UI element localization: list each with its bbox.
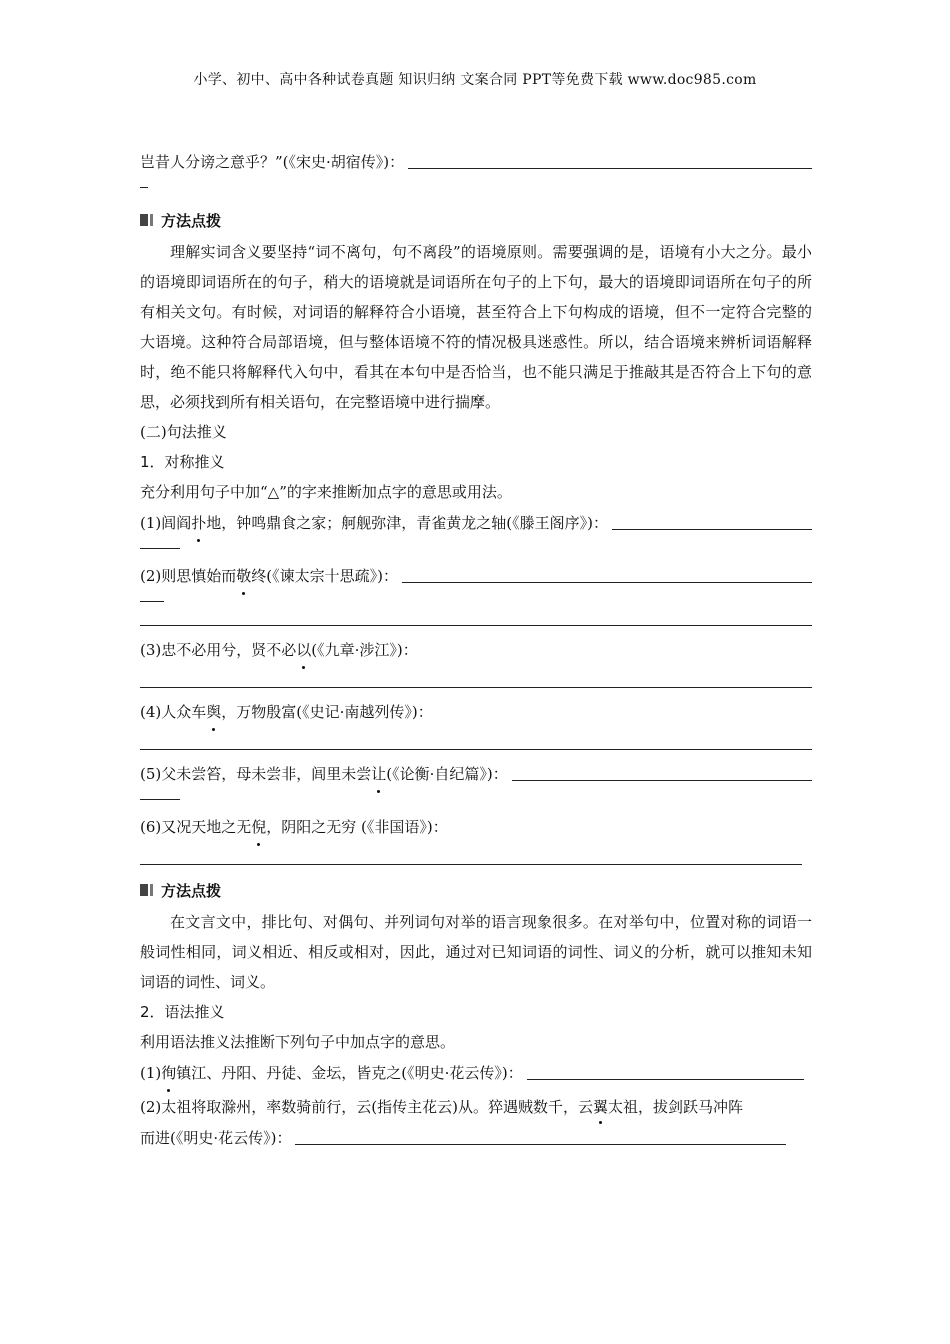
tip-bar-icon: [140, 884, 155, 896]
dotted-char: 让: [371, 758, 386, 791]
question-text: 终(《谏太宗十思疏》)：: [251, 567, 398, 585]
answer-blank-tail: [140, 791, 812, 811]
answer-blank[interactable]: [527, 1079, 804, 1080]
question-text: (5)父未尝笞，母未尝非，闾里未尝: [140, 765, 372, 783]
section-heading: (二)句法推义: [140, 423, 227, 441]
question-text: (6)又况天地之无: [140, 818, 252, 836]
question-text: ，万物殷富(《史记·南越列传》)：: [221, 703, 433, 721]
answer-blank-tail: [140, 540, 812, 560]
answer-line[interactable]: [140, 864, 802, 865]
question-text: (2)太祖将取滁州，率数骑前行，云(指传主花云)从。猝遇贼数千，云: [140, 1098, 593, 1116]
method-tip-paragraph: 在文言文中，排比句、对偶句、并列词句对举的语言现象很多。在对举句中，位置对称的词语一般词性相同，词义相近、相反或相对，因此，通过对已知词语的词性、词义的分析，就可以推知未知词语的词性、词义。: [140, 913, 812, 991]
question-item-continued: [140, 1122, 786, 1155]
worksheet-content: [140, 146, 812, 1155]
tip-bar-icon: [140, 214, 155, 226]
method-tip-paragraph: 理解实词含义要坚持“词不离句，句不离段”的语境原则。需要强调的是，语境有小大之分。最小的语境即词语所在的句子，稍大的语境就是词语所在句子的上下句，最大的语境即词语所在句子的所有相关文句。有时候，对词语的解释符合小语境，甚至符合上下句构成的语境，但不一定符合完整的大语境。这种符合局部语境，但与整体语境不符的情况极具迷惑性。所以，结合语境来辨析词语解释时，绝不能只将解释代入句中，看其在本句中是否恰当，也不能只满足于推敲其是否符合上下句的意思，必须找到所有相关语句，在完整语境中进行揣摩。: [140, 243, 812, 411]
subsection-heading: 2．语法推义: [140, 1003, 225, 1021]
question-text: (4)人众车: [140, 703, 207, 721]
question-item: [140, 634, 812, 667]
question-text: (1)闾阎: [140, 514, 192, 532]
method-tip-heading: [140, 205, 812, 235]
dotted-char: 扑: [191, 507, 206, 540]
instruction-text: 利用语法推义法推断下列句子中加点字的意思。: [140, 1033, 456, 1051]
dotted-char: 敬: [236, 560, 251, 593]
dotted-char: 以: [296, 634, 311, 667]
question-text: (2)则思慎始而: [140, 567, 237, 585]
answer-line[interactable]: [140, 687, 812, 688]
dotted-char: 翼: [593, 1092, 608, 1122]
tip-title: 方法点拨: [161, 211, 222, 230]
answer-blank[interactable]: [295, 1144, 786, 1145]
answer-line[interactable]: [140, 625, 812, 626]
question-item: [140, 811, 812, 844]
page-header: 小学、初中、高中各种试卷真题 知识归纳 文案合同 PPT等免费下载 www.doc985.com: [193, 72, 757, 88]
dotted-char: 舆: [206, 696, 221, 729]
question-text: 地，钟鸣鼎食之家；舸舰弥津，青雀黄龙之轴(《滕王阁序》)：: [206, 514, 608, 532]
question-text: 岂昔人分谤之意乎？”(《宋史·胡宿传》)：: [140, 153, 405, 171]
question-text: 太祖，拔剑跃马冲阵: [607, 1098, 743, 1116]
answer-blank[interactable]: [512, 780, 812, 781]
question-text: (《论衡·自纪篇》)：: [386, 765, 508, 783]
answer-blank[interactable]: [612, 529, 812, 530]
answer-blank-tail: [140, 593, 812, 613]
question-text: ，阴阳之无穷 (《非国语》)：: [266, 818, 448, 836]
question-item: [140, 758, 812, 791]
tip-title: 方法点拨: [161, 881, 222, 900]
subsection-heading: 1．对称推义: [140, 453, 225, 471]
method-tip-heading: [140, 875, 812, 905]
question-item: [140, 560, 812, 593]
question-item: [140, 1057, 804, 1090]
dotted-char: 倪: [251, 811, 266, 844]
question-text: (《九章·涉江》)：: [311, 641, 418, 659]
dotted-char: 徇: [161, 1057, 176, 1090]
answer-blank[interactable]: [402, 582, 812, 583]
question-text: 镇江、丹阳、丹徒、金坛，皆克之(《明史·花云传》)：: [176, 1064, 523, 1082]
answer-blank-tail: [140, 179, 812, 199]
question-item: [140, 1092, 812, 1122]
instruction-text: 充分利用句子中加“△”的字来推断加点字的意思或用法。: [140, 483, 512, 501]
question-item: [140, 696, 812, 729]
question-top: [140, 146, 812, 179]
question-text: (3)忠不必用兮，贤不必: [140, 641, 297, 659]
question-item: [140, 507, 812, 540]
answer-line[interactable]: [140, 749, 812, 750]
question-text: (1): [140, 1064, 162, 1082]
answer-blank[interactable]: [408, 168, 812, 169]
question-text: 而进(《明史·花云传》)：: [140, 1129, 292, 1147]
